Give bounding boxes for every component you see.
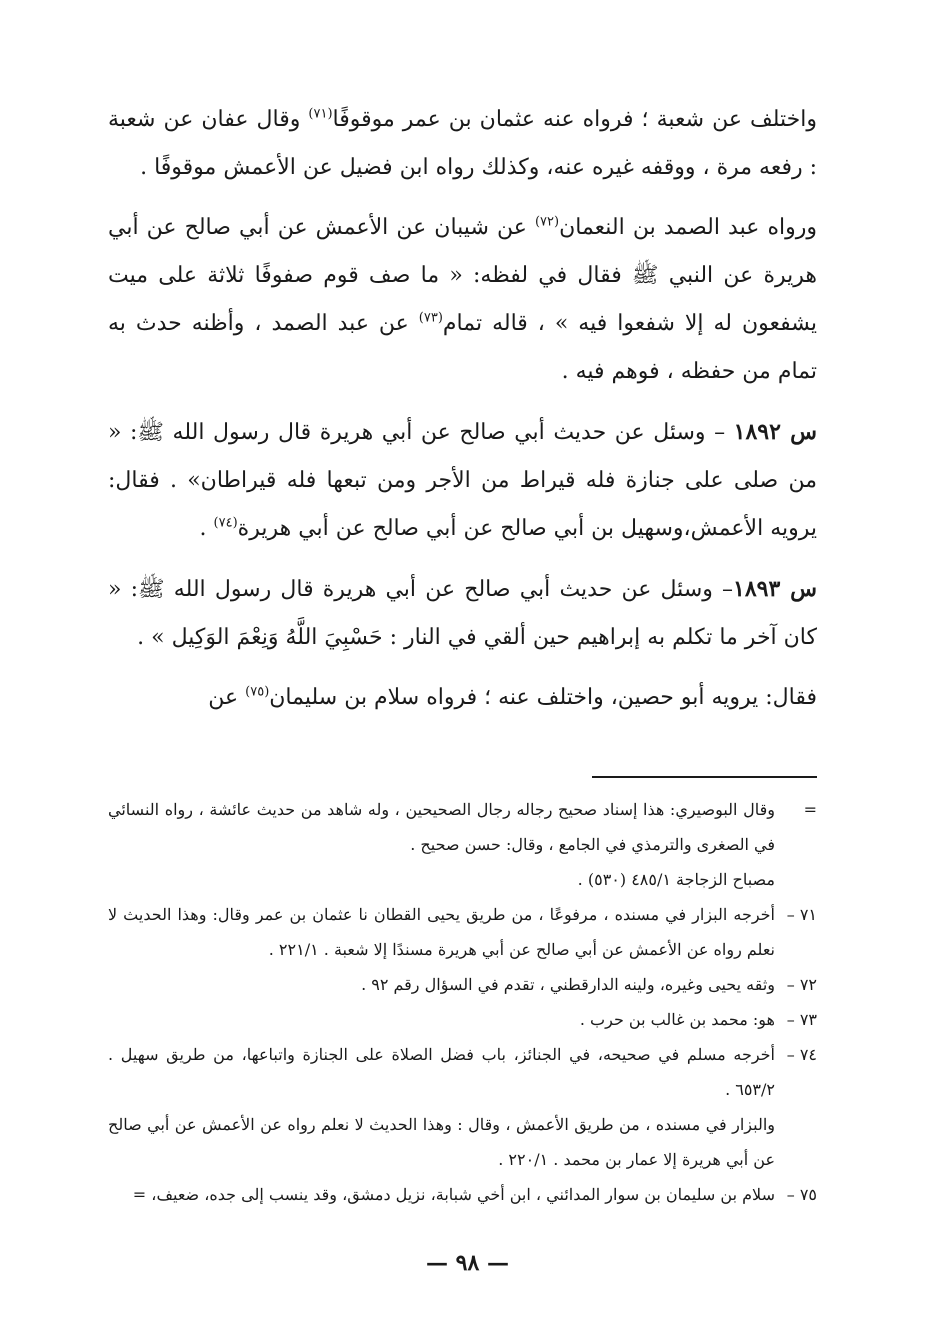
text-segment: عن شيبان عن الأعمش عن أبي صالح عن أبي هريرة عن النبي ﷺ فقال في لفظه: « ما صف قوم صفوفًا ثلاثة على ميت يشفعون له إلا شفعوا فيه » ، قاله تمام [108,215,818,336]
footnote-separator [592,776,817,778]
text-segment: – وسئل عن حديث أبي صالح عن أبي هريرة قال رسول الله ﷺ: « من صلى على جنازة فله قيراط من الأجر ومن تبعها فله قيراطان» . فقال: يرويه الأعمش،وسهيل بن أبي صالح عن أبي صالح عن أبي هريرة [108,420,817,541]
text-segment: وقال عفان عن شعبة : رفعه مرة ، ووقفه غيره عنه، وكذلك رواه ابن فضيل عن الأعمش موقوفًا . [108,107,817,180]
footnote-text: مصباح الزجاجة ٤٨٥/١ (٥٣٠) . [577,870,775,889]
footnote-text: هو: محمد بن غالب بن حرب . [579,1010,775,1029]
footnote-number: ٧٢ – [786,975,817,994]
question-number: س ١٨٩٢ [733,419,818,445]
footnote-number: = [803,800,817,819]
footnote-number: ٧١ – [786,905,817,924]
paragraph [108,96,817,192]
footnote [108,1177,817,1212]
footnote-ref: (٧١) [308,106,333,122]
footnote [108,967,817,1002]
footnote-number: ٧٥ – [786,1185,817,1204]
paragraph [108,204,817,396]
footnote-text: والبزار في مسنده ، من طريق الأعمش ، وقال : وهذا الحديث لا نعلم رواه عن الأعمش عن أبي صالح عن أبي هريرة إلا عمار بن محمد . ٢٢٠/١ . [108,1115,775,1169]
text-segment: عن عبد الصمد ، وأظنه حدث به تمام من حفظه ، فوهم فيه . [108,311,817,384]
footnote [108,792,817,862]
text-segment: واختلف عن شعبة ؛ فرواه عنه عثمان بن عمر موقوفًا [332,107,817,132]
footnote-text: أخرجه البزار في مسنده ، مرفوعًا ، من طريق يحيى القطان نا عثمان بن عمر وقال: وهذا الحديث لا نعلم رواه عن الأعمش عن أبي صالح عن أبي هريرة مسندًا إلا شعبة . ٢٢١/١ . [108,905,775,959]
main-text [108,96,817,734]
footnote-ref: (٧٢) [534,214,560,230]
footnote [108,1002,817,1037]
footnote-text: أخرجه مسلم في صحيحه، في الجنائز، باب فضل الصلاة على الجنازة واتباعها، من طريق سهيل . ٦٥٣/٢ . [108,1045,775,1099]
paragraph [108,565,817,662]
footnote [108,862,817,897]
footnote-ref: (٧٥) [245,684,270,700]
footnote-text: سلام بن سليمان بن سوار المدائني ، ابن أخي شبابة، نزيل دمشق، وقد ينسب إلى جده، ضعيف، = [132,1185,775,1204]
footnote-number: ٧٣ – [786,1010,817,1029]
text-segment: فقال: يرويه أبو حصين، واختلف عنه ؛ فرواه سلام بن سليمان [269,685,817,710]
footnote-text: وثقه يحيى وغيره، ولينه الدارقطني ، تقدم في السؤال رقم ٩٢ . [361,975,775,994]
footnote [108,1107,817,1177]
footnote [108,897,817,967]
footnote [108,1037,817,1107]
paragraph [108,674,817,722]
text-segment: ورواه عبد الصمد بن النعمان [559,215,817,240]
text-segment: عن [208,685,246,710]
question-number: س ١٨٩٣ [733,576,817,602]
paragraph [108,408,817,553]
footnote-ref: (٧٣) [418,310,443,326]
footnote-text: وقال البوصيري: هذا إسناد صحيح رجاله رجال الصحيحين ، وله شاهد من حديث عائشة ، رواه النسائي في الصغرى والترمذي في الجامع ، وقال: حسن صحيح . [108,800,775,854]
page-number: — ٩٨ — [426,1250,509,1276]
footnote-number: ٧٤ – [786,1045,817,1064]
footnotes [108,792,817,1212]
text-segment: . [199,516,214,541]
footnote-ref: (٧٤) [213,515,238,531]
text-segment: – وسئل عن حديث أبي صالح عن أبي هريرة قال رسول الله ﷺ: « كان آخر ما تكلم به إبراهيم حين ألقي في النار : حَسْبِيَ اللَّهُ وَنِعْمَ الوَكِيل » . [108,577,817,650]
